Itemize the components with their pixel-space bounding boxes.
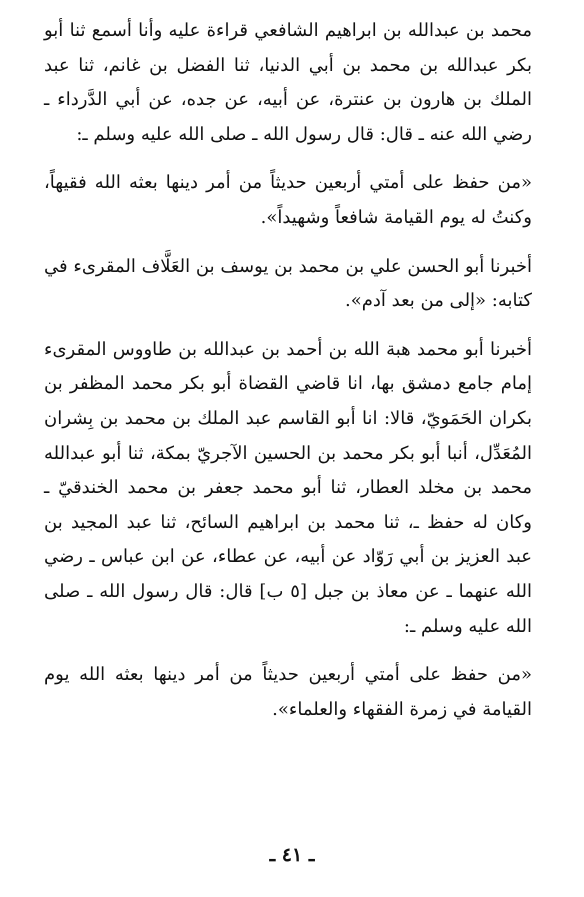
page-number: ـ ٤١ ـ (269, 844, 315, 866)
hadith-quote-1: «من حفظ على أمتي أربعين حديثاً من أمر دينها بعثه الله فقيهاً، وكنتُ له يوم القيامة شافعاً وشهيداً». (44, 172, 532, 228)
paragraph-gap (44, 236, 532, 250)
hadith-quote-2: «من حفظ على أمتي أربعين حديثاً من أمر دينها بعثه الله يوم القيامة في زمرة الفقهاء والعلماء». (44, 664, 532, 720)
isnad-paragraph-1: محمد بن عبدالله بن ابراهيم الشافعي قراءة عليه وأنا أسمع ثنا أبو بكر عبدالله بن محمد بن أبي الدنيا، ثنا الفضل بن غانم، ثنا عبد الملك بن هارون بن عنترة، عن أبيه، عن جده، عن أبي الدَّرداء ـ رضي الله عنه ـ قال: قال رسول الله ـ صلى الله عليه وسلم ـ: (44, 20, 532, 145)
page-body (44, 14, 532, 727)
paragraph-gap (44, 152, 532, 166)
isnad-paragraph-2: أخبرنا أبو الحسن علي بن محمد بن يوسف بن العَلَّاف المقرىء في كتابه: «إلى من بعد آدم». (44, 255, 532, 312)
paragraph-gap (44, 644, 532, 658)
paragraph-gap (44, 319, 532, 333)
isnad-paragraph-3: أخبرنا أبو محمد هبة الله بن أحمد بن عبدالله بن طاووس المقرىء إمام جامع دمشق بها، انا قاضي القضاة أبو بكر محمد المظفر بن بكران الحَمَويّ، قالا: انا أبو القاسم عبد الملك بن محمد بن بِشران المُعَدِّل، أنبا أبو بكر محمد بن الحسين الآجريّ بمكة، ثنا أبو عبدالله محمد بن مخلد العطار، ثنا أبو محمد جعفر بن محمد الخندقيّ ـ وكان له حفظ ـ، ثنا محمد بن ابراهيم السائح، ثنا عبد المجيد بن عبد العزيز بن أبي رَوّاد عن أبيه، عن عطاء، عن ابن عباس ـ رضي الله عنهما ـ عن معاذ بن جبل [٥ ب] قال: قال رسول الله ـ صلى الله عليه وسلم ـ: (44, 338, 532, 637)
